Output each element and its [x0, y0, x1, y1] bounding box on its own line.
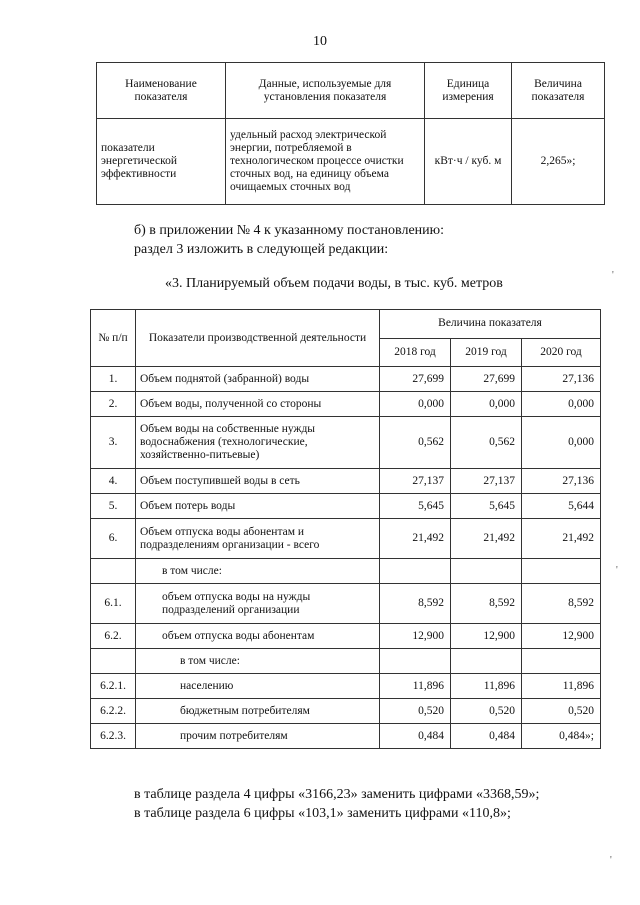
indicator-value: 2,265»;	[512, 119, 605, 205]
row-value: 12,900	[380, 624, 451, 649]
efficiency-table	[96, 62, 605, 205]
row-number: 5.	[91, 494, 136, 519]
indicator-data: удельный расход электрической энергии, потребляемой в технологическом процессе очистки сточных вод, на единицу объема очищаемых сточных вод	[226, 119, 425, 205]
row-value	[451, 559, 522, 584]
row-name: объем отпуска воды абонентам	[136, 624, 380, 649]
table-row	[91, 724, 601, 749]
row-value: 27,699	[451, 367, 522, 392]
row-value: 8,592	[451, 584, 522, 624]
row-value: 0,520	[451, 699, 522, 724]
row-value: 12,900	[451, 624, 522, 649]
paragraph-line: раздел 3 изложить в следующей редакции:	[134, 242, 389, 257]
row-value: 0,484»;	[522, 724, 601, 749]
row-name: в том числе:	[136, 559, 380, 584]
row-value: 8,592	[380, 584, 451, 624]
row-value: 0,484	[451, 724, 522, 749]
paragraph-line: б) в приложении № 4 к указанному постановлению:	[134, 223, 444, 238]
margin-mark: '	[616, 565, 618, 576]
year-header: 2019 год	[451, 338, 522, 367]
row-name: прочим потребителям	[136, 724, 380, 749]
indicator-unit: кВт·ч / куб. м	[425, 119, 512, 205]
row-value: 0,000	[522, 392, 601, 417]
row-value: 8,592	[522, 584, 601, 624]
row-value: 0,520	[380, 699, 451, 724]
row-number: 6.1.	[91, 584, 136, 624]
row-number: 3.	[91, 417, 136, 469]
page-number: 10	[313, 34, 327, 49]
row-value: 27,136	[522, 367, 601, 392]
row-value: 5,645	[380, 494, 451, 519]
table-row	[91, 674, 601, 699]
table-row	[91, 559, 601, 584]
table-row	[91, 584, 601, 624]
section-title: «3. Планируемый объем подачи воды, в тыс. куб. метров	[165, 276, 503, 291]
row-name: Объем отпуска воды абонентам и подразделениям организации - всего	[136, 519, 380, 559]
indicator-name: показатели энергетической эффективности	[97, 119, 226, 205]
header-cell: Величина показателя	[512, 63, 605, 119]
table-row	[91, 417, 601, 469]
year-header: 2020 год	[522, 338, 601, 367]
row-value: 27,137	[380, 469, 451, 494]
row-value: 0,520	[522, 699, 601, 724]
row-value	[522, 559, 601, 584]
paragraph-line: в таблице раздела 4 цифры «3166,23» заменить цифрами «3368,59»;	[134, 787, 540, 802]
table-row	[91, 392, 601, 417]
row-name: в том числе:	[136, 649, 380, 674]
table-row	[91, 519, 601, 559]
table-row	[91, 699, 601, 724]
header-cell: № п/п	[91, 310, 136, 367]
table-row	[97, 119, 605, 205]
row-value: 11,896	[522, 674, 601, 699]
table-row	[91, 367, 601, 392]
paragraph-line: в таблице раздела 6 цифры «103,1» заменить цифрами «110,8»;	[134, 806, 511, 821]
row-name: Объем потерь воды	[136, 494, 380, 519]
header-cell: Величина показателя	[380, 310, 601, 339]
row-value: 12,900	[522, 624, 601, 649]
row-value: 11,896	[380, 674, 451, 699]
row-value: 0,000	[380, 392, 451, 417]
row-number	[91, 649, 136, 674]
row-name: Объем воды, полученной со стороны	[136, 392, 380, 417]
row-name: бюджетным потребителям	[136, 699, 380, 724]
row-name: Объем поднятой (забранной) воды	[136, 367, 380, 392]
row-number: 6.2.1.	[91, 674, 136, 699]
row-value: 21,492	[451, 519, 522, 559]
row-number: 1.	[91, 367, 136, 392]
row-number: 6.2.3.	[91, 724, 136, 749]
table-row	[91, 494, 601, 519]
table-row	[91, 649, 601, 674]
row-value: 0,000	[451, 392, 522, 417]
header-cell: Единица измерения	[425, 63, 512, 119]
row-name: объем отпуска воды на нужды подразделений организации	[136, 584, 380, 624]
row-number: 6.2.	[91, 624, 136, 649]
table-row	[91, 624, 601, 649]
row-number: 6.2.2.	[91, 699, 136, 724]
margin-mark: '	[612, 270, 614, 281]
header-cell: Показатели производственной деятельности	[136, 310, 380, 367]
row-value	[451, 649, 522, 674]
table-row	[91, 469, 601, 494]
row-value: 27,699	[380, 367, 451, 392]
row-value: 5,645	[451, 494, 522, 519]
row-number: 4.	[91, 469, 136, 494]
row-value: 5,644	[522, 494, 601, 519]
header-cell: Наименование показателя	[97, 63, 226, 119]
row-value	[380, 649, 451, 674]
row-value: 0,562	[380, 417, 451, 469]
row-value: 27,137	[451, 469, 522, 494]
row-name: Объем поступившей воды в сеть	[136, 469, 380, 494]
table-header-row	[97, 63, 605, 119]
row-number: 6.	[91, 519, 136, 559]
row-value: 21,492	[522, 519, 601, 559]
row-value: 21,492	[380, 519, 451, 559]
header-cell: Данные, используемые для установления показателя	[226, 63, 425, 119]
year-header: 2018 год	[380, 338, 451, 367]
row-number: 2.	[91, 392, 136, 417]
row-value: 0,562	[451, 417, 522, 469]
row-value: 11,896	[451, 674, 522, 699]
row-value	[522, 649, 601, 674]
row-value	[380, 559, 451, 584]
row-value: 0,484	[380, 724, 451, 749]
row-name: населению	[136, 674, 380, 699]
table-header-row	[91, 310, 601, 339]
row-number	[91, 559, 136, 584]
water-supply-table	[90, 309, 601, 749]
row-value: 27,136	[522, 469, 601, 494]
row-value: 0,000	[522, 417, 601, 469]
row-name: Объем воды на собственные нужды водоснабжения (технологические, хозяйственно-питьевые)	[136, 417, 380, 469]
margin-mark: '	[610, 855, 612, 866]
